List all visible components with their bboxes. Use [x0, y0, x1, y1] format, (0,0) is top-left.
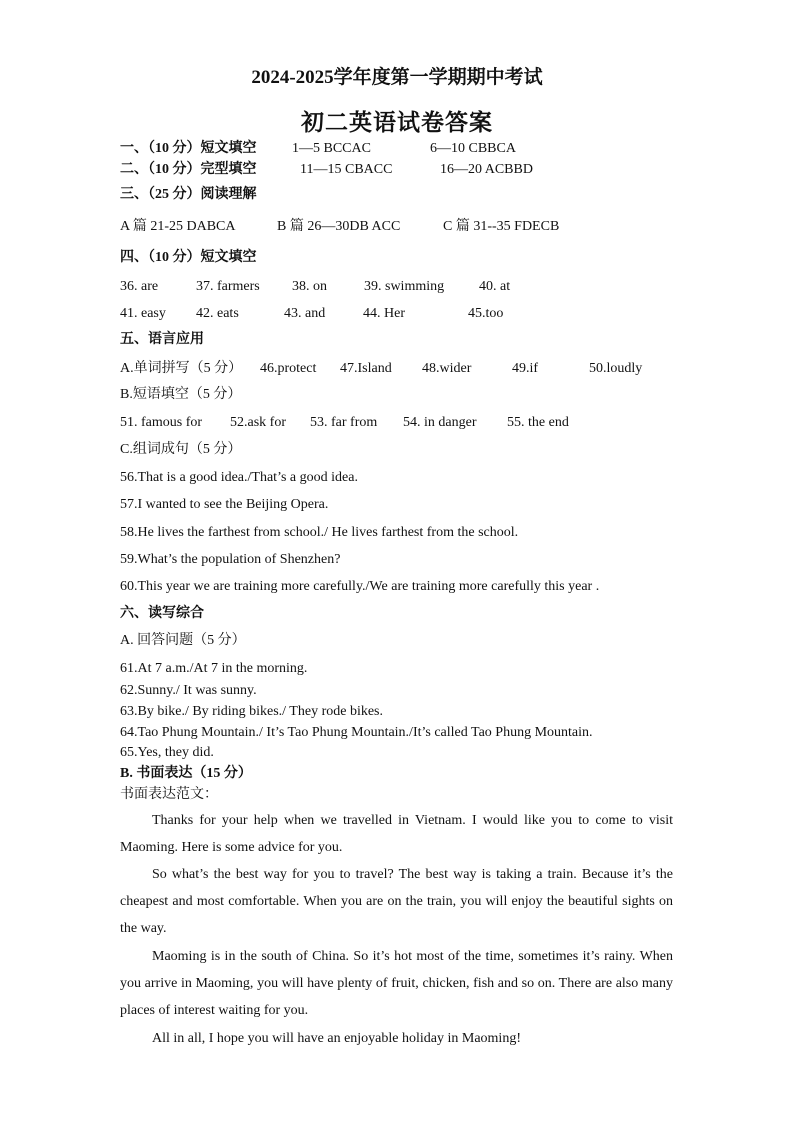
exam-title: 2024-2025学年度第一学期期中考试 — [251, 67, 543, 88]
section-2-label: 二、（10 分）完型填空 — [120, 162, 257, 177]
section-3-label: 三、（25 分）阅读理解 — [120, 187, 257, 202]
answer-37: 37. farmers — [196, 279, 260, 294]
answer-61: 61.At 7 a.m./At 7 in the morning. — [120, 661, 308, 676]
answer-42: 42. eats — [196, 306, 239, 321]
answer-65: 65.Yes, they did. — [120, 745, 214, 760]
section-4-label: 四、（10 分）短文填空 — [120, 250, 257, 265]
answer-53: 53. far from — [310, 415, 378, 430]
answer-key-title: 初二英语试卷答案 — [301, 110, 493, 135]
answer-62: 62.Sunny./ It was sunny. — [120, 683, 257, 698]
answer-54: 54. in danger — [403, 415, 477, 430]
answer-59: 59.What’s the population of Shenzhen? — [120, 552, 341, 567]
answer-38: 38. on — [292, 279, 327, 294]
section-3-answers-c: C 篇 31--35 FDECB — [443, 219, 560, 234]
section-3-answers-b: B 篇 26—30DB ACC — [277, 219, 401, 234]
section-5c-label: C.组词成句（5 分） — [120, 442, 242, 457]
answer-56: 56.That is a good idea./That’s a good idea. — [120, 470, 358, 485]
answer-48: 48.wider — [422, 361, 472, 376]
essay-paragraph-4-text: All in all, I hope you will have an enjoyable holiday in Maoming! — [152, 1031, 521, 1046]
answer-63: 63.By bike./ By riding bikes./ They rode bikes. — [120, 704, 383, 719]
answer-47: 47.Island — [340, 361, 392, 376]
section-6b-label: B. 书面表达（15 分） — [120, 766, 252, 781]
answer-64: 64.Tao Phung Mountain./ It’s Tao Phung Mountain./It’s called Tao Phung Mountain. — [120, 725, 593, 740]
answer-52: 52.ask for — [230, 415, 286, 430]
section-3-answers-a: A 篇 21-25 DABCA — [120, 219, 236, 234]
answer-40: 40. at — [479, 279, 511, 294]
answer-46: 46.protect — [260, 361, 317, 376]
answer-43: 43. and — [284, 306, 326, 321]
essay-paragraph-1 — [120, 807, 673, 861]
answer-57: 57.I wanted to see the Beijing Opera. — [120, 497, 329, 512]
answer-50: 50.loudly — [589, 361, 643, 376]
section-6a-label: A. 回答问题（5 分） — [120, 633, 246, 648]
section-2-answers-b: 16—20 ACBBD — [440, 162, 533, 177]
answer-39: 39. swimming — [364, 279, 445, 294]
section-1-answers-a: 1—5 BCCAC — [292, 141, 371, 156]
answer-45: 45.too — [468, 306, 504, 321]
essay-paragraph-2-text: So what’s the best way for you to travel? The best way is taking a train. Because it’s the cheapest and most comfortable. When you are on the train, you will enjoy the beautiful sights on the way. — [120, 867, 673, 937]
essay-label: 书面表达范文： — [120, 787, 218, 802]
section-5b-label: B.短语填空（5 分） — [120, 387, 242, 402]
section-1-label: 一、（10 分）短文填空 — [120, 141, 257, 156]
section-2-answers-a: 11—15 CBACC — [300, 162, 393, 177]
answer-58: 58.He lives the farthest from school./ He lives farthest from the school. — [120, 525, 519, 540]
answer-44: 44. Her — [363, 306, 405, 321]
essay-paragraph-3-text: Maoming is in the south of China. So it’s hot most of the time, sometimes it’s rainy. When you arrive in Maoming, you will have plenty of fruit, chicken, fish and so on. There are also many places of interest waiting for you. — [120, 949, 673, 1019]
answer-55: 55. the end — [507, 415, 569, 430]
section-1-answers-b: 6—10 CBBCA — [430, 141, 516, 156]
essay-paragraph-2 — [120, 861, 673, 943]
section-6-label: 六、读写综合 — [120, 606, 204, 621]
section-5a-label: A.单词拼写（5 分） — [120, 361, 243, 376]
essay-paragraph-1-text: Thanks for your help when we travelled in Vietnam. I would like you to come to visit Maoming. Here is some advice for you. — [120, 813, 673, 856]
essay-paragraph-3 — [120, 943, 673, 1025]
answer-36: 36. are — [120, 279, 159, 294]
answer-60: 60.This year we are training more carefully./We are training more carefully this year . — [120, 579, 600, 594]
section-5-label: 五、语言应用 — [120, 332, 204, 347]
answer-41: 41. easy — [120, 306, 166, 321]
answer-49: 49.if — [512, 361, 539, 376]
answer-51: 51. famous for — [120, 415, 203, 430]
essay-paragraph-4 — [120, 1025, 673, 1052]
